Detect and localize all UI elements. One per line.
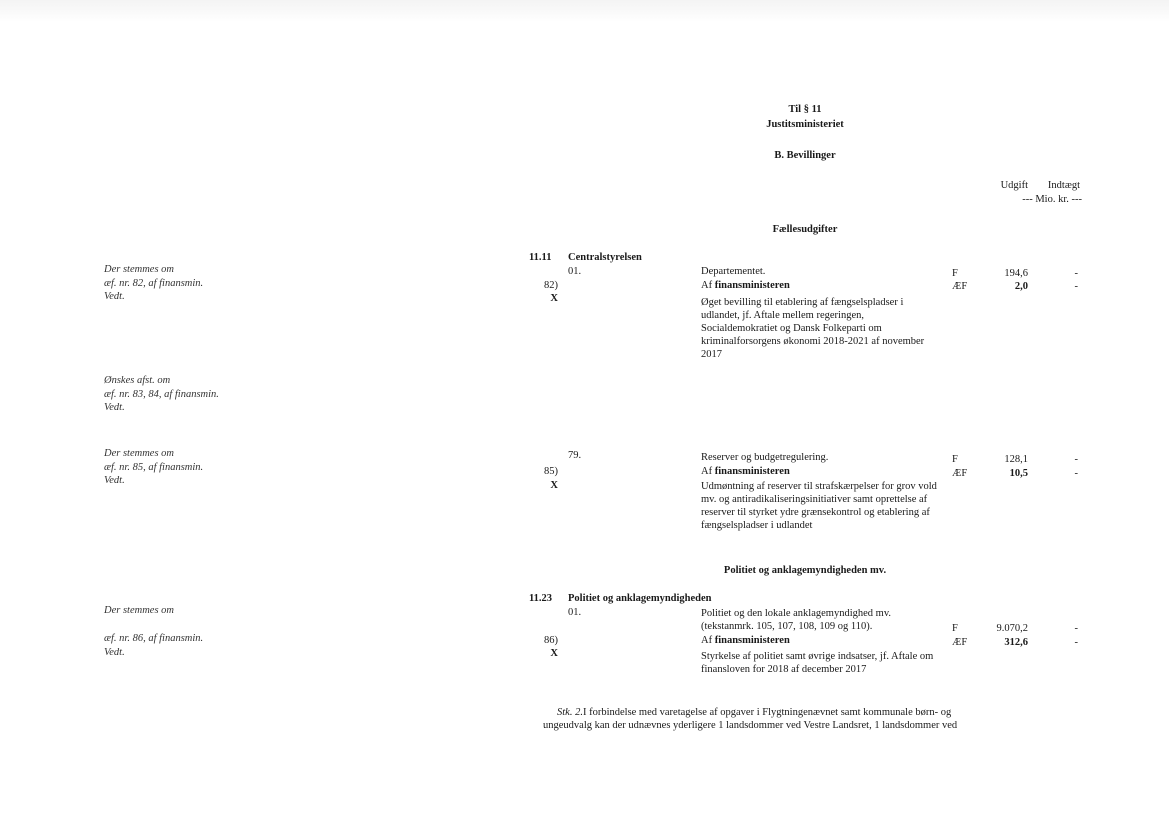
amendment-number: 82) — [544, 280, 558, 291]
side-note: Der stemmes om æf. nr. 85, af finansmin. Vedt. — [104, 448, 204, 486]
side-note: Ønskes afst. om æf. nr. 83, 84, af finansmin. Vedt. — [104, 375, 219, 413]
section-title: B. Bevillinger — [774, 150, 836, 161]
amendment-income: - — [1074, 468, 1078, 479]
item-expense: 194,6 — [1004, 268, 1028, 279]
section-number: 11.11 — [529, 252, 552, 263]
item-expense: 9.070,2 — [996, 623, 1028, 634]
section-title: Politiet og anklagemyndigheden — [568, 593, 712, 604]
amendment-number: 86) — [544, 635, 558, 646]
item-code: 79. — [568, 450, 582, 461]
ministry-name: Justitsministeriet — [766, 119, 844, 130]
item-flag: F — [952, 454, 958, 465]
amendment-text: Udmøntning af reserver til strafskærpelser for grov vold mv. og antiradikaliseringsinitiativer samt oprettelse af reserver til styrket ydre grænsekontrol og etablering af fængselspladser i udlandet — [701, 481, 937, 531]
item-income: - — [1074, 454, 1078, 465]
amendment-number: 85) — [544, 466, 558, 477]
item-income: - — [1074, 623, 1078, 634]
amendment-text: Styrkelse af politiet samt øvrige indsatser, jf. Aftale om finansloven for 2018 af december 2017 — [701, 651, 934, 675]
side-note: æf. nr. 86, af finansmin. Vedt. — [104, 633, 204, 658]
amendment-author: Af finansministeren — [701, 466, 790, 477]
side-note: Der stemmes om æf. nr. 82, af finansmin. Vedt. — [104, 264, 204, 302]
amendment-expense: 10,5 — [1009, 468, 1028, 479]
column-header-income: Indtægt — [1047, 180, 1080, 191]
item-flag: F — [952, 623, 958, 634]
section-title: Centralstyrelsen — [568, 252, 642, 263]
item-flag: F — [952, 268, 958, 279]
item-text: Reserver og budgetregulering. — [701, 452, 829, 463]
amendment-author: Af finansministeren — [701, 280, 790, 291]
paragraph-line: Stk. 2.I forbindelse med varetagelse af opgaver i Flygtningenævnet samt kommunale børn- og — [557, 707, 952, 718]
amendment-expense: 312,6 — [1004, 637, 1028, 648]
scan-edge-shadow — [0, 0, 1169, 22]
section-number: 11.23 — [529, 593, 553, 604]
side-note: Der stemmes om — [104, 605, 174, 616]
amendment-mark: X — [550, 293, 558, 304]
amendment-author: Af finansministeren — [701, 635, 790, 646]
item-code: 01. — [568, 266, 582, 277]
item-text: Politiet og den lokale anklagemyndighed mv. (tekstanmrk. 105, 107, 108, 109 og 110). — [701, 608, 892, 632]
amendment-income: - — [1074, 637, 1078, 648]
amendment-expense: 2,0 — [1014, 281, 1028, 292]
amendment-flag: ÆF — [952, 468, 968, 479]
amendment-flag: ÆF — [952, 637, 968, 648]
column-unit: --- Mio. kr. --- — [1022, 194, 1082, 205]
group-heading: Fællesudgifter — [772, 224, 838, 235]
item-code: 01. — [568, 607, 582, 618]
item-expense: 128,1 — [1004, 454, 1028, 465]
amendment-mark: X — [550, 480, 558, 491]
column-header-expense: Udgift — [1000, 180, 1028, 191]
group-heading: Politiet og anklagemyndigheden mv. — [723, 565, 887, 576]
page-title: Til § 11 — [788, 104, 822, 115]
paragraph-line: ungeudvalg kan der udnævnes yderligere 1 landsdommer ved Vestre Landsret, 1 landsdommer ved — [543, 720, 958, 731]
item-income: - — [1074, 268, 1078, 279]
amendment-income: - — [1074, 281, 1078, 292]
item-text: Departementet. — [701, 266, 766, 277]
amendment-text: Øget bevilling til etablering af fængselspladser i udlandet, jf. Aftale mellem regeringen, Socialdemokratiet og Dansk Folkeparti om kriminalforsorgens økonomi 2018-2021 af november 2017 — [701, 297, 925, 360]
amendment-mark: X — [550, 648, 558, 659]
amendment-flag: ÆF — [952, 281, 968, 292]
